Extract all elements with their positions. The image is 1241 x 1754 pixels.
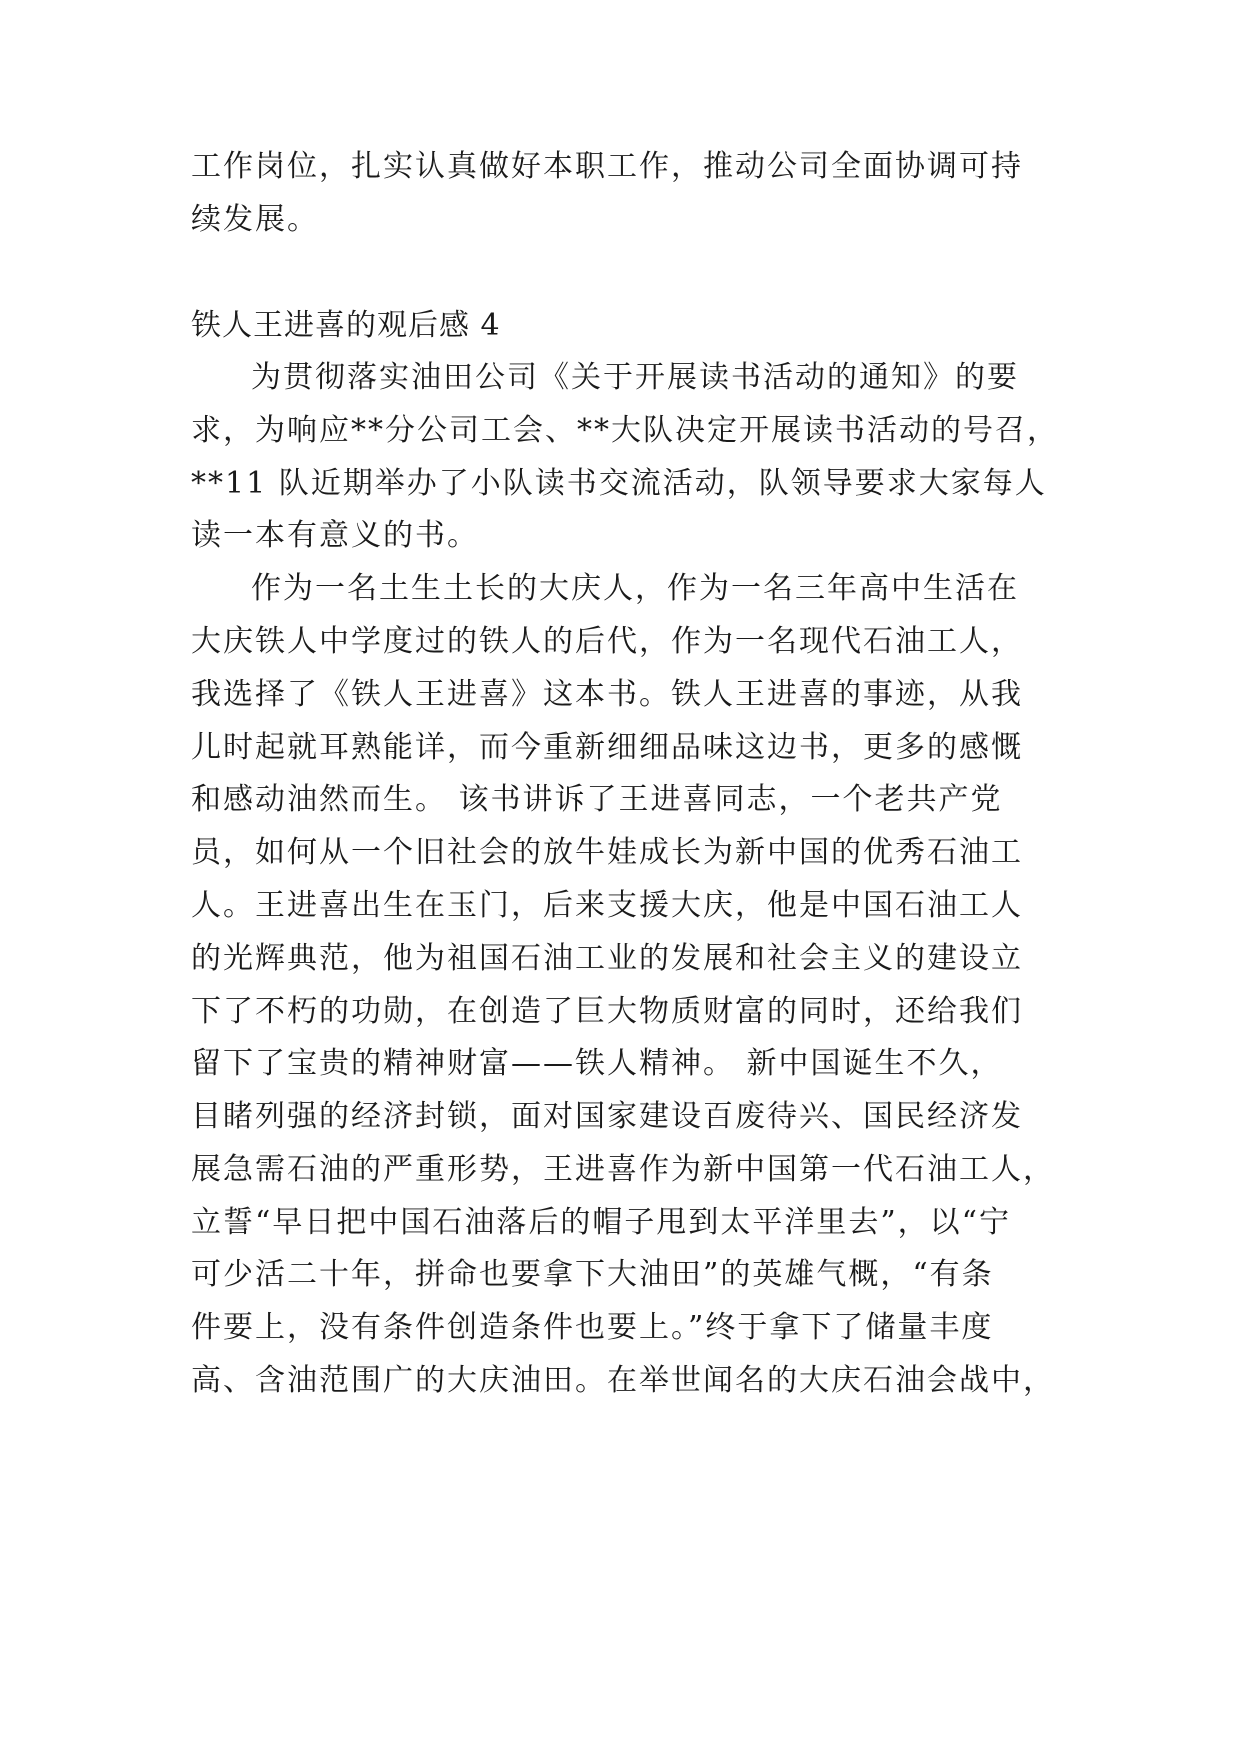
body-text-line: 立誓“早日把中国石油落后的帽子甩到太平洋里去”，以“宁 [191,1205,1012,1240]
body-text-line: 人。王进喜出生在玉门，后来支援大庆，他是中国石油工人 [191,888,1023,923]
body-text-line: 可少活二十年，拼命也要拿下大油田”的英雄气概，“有条 [191,1257,994,1292]
section-heading: 铁人王进喜的观后感 4 [191,308,501,343]
body-text-line: 下了不朽的功勋，在创造了巨大物质财富的同时，还给我们 [191,994,1023,1029]
body-text-line: 和感动油然而生。 该书讲诉了王进喜同志，一个老共产党 [191,782,1003,817]
body-text-line: 我选择了《铁人王进喜》这本书。铁人王进喜的事迹，从我 [191,677,1023,712]
body-text-line: 目睹列强的经济封锁，面对国家建设百废待兴、国民经济发 [191,1099,1023,1134]
body-text-line: 工作岗位，扎实认真做好本职工作，推动公司全面协调可持 [191,149,1023,184]
body-text-line: 儿时起就耳熟能详，而今重新细细品味这边书，更多的感慨 [191,730,1023,765]
body-text-line: 高、含油范围广的大庆油田。在举世闻名的大庆石油会战中， [191,1363,1055,1398]
body-text-line: 展急需石油的严重形势，王进喜作为新中国第一代石油工人， [191,1152,1055,1187]
body-text-line: 的光辉典范，他为祖国石油工业的发展和社会主义的建设立 [191,941,1023,976]
body-text-line: 续发展。 [191,202,319,237]
body-text-line: 员，如何从一个旧社会的放牛娃成长为新中国的优秀石油工 [191,835,1023,870]
body-text-line: 件要上，没有条件创造条件也要上。”终于拿下了储量丰度 [191,1310,994,1345]
body-text-line: 留下了宝贵的精神财富——铁人精神。 新中国诞生不久， [191,1046,1003,1081]
body-text-line: **11 队近期举办了小队读书交流活动，队领导要求大家每人 [191,466,1047,501]
body-text-line: 读一本有意义的书。 [191,518,479,553]
body-text-line: 求，为响应**分公司工会、**大队决定开展读书活动的号召， [191,413,1059,448]
body-text-line: 大庆铁人中学度过的铁人的后代，作为一名现代石油工人， [191,624,1023,659]
body-text-line: 为贯彻落实油田公司《关于开展读书活动的通知》的要 [251,360,1019,395]
body-text-line: 作为一名土生土长的大庆人，作为一名三年高中生活在 [251,571,1019,606]
